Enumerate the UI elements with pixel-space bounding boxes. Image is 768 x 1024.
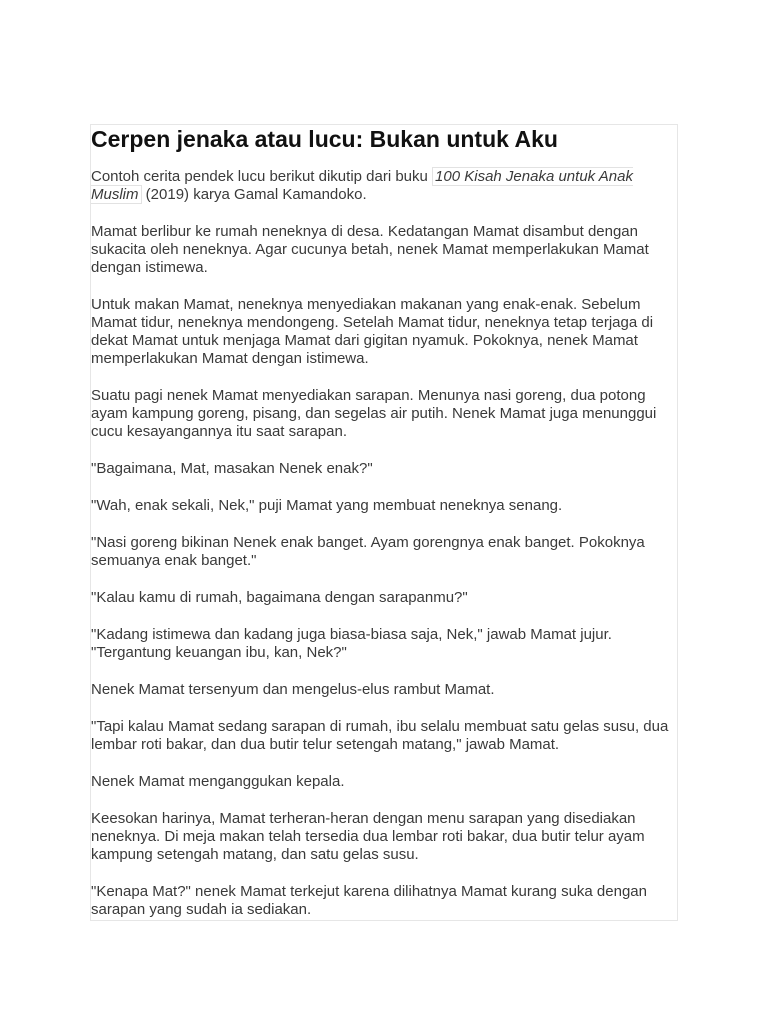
story-paragraph-1: Mamat berlibur ke rumah neneknya di desa. Kedatangan Mamat disambut dengan sukacita oleh neneknya. Agar cucunya betah, nenek Mamat memperlakukan Mamat dengan istimewa. [91, 223, 649, 276]
story-paragraph-11: Nenek Mamat menganggukan kepala. [91, 773, 345, 790]
intro-paragraph [91, 168, 677, 204]
article-container [90, 124, 678, 921]
story-paragraph-8: "Kadang istimewa dan kadang juga biasa-biasa saja, Nek," jawab Mamat jujur. "Tergantung keuangan ibu, kan, Nek?" [91, 626, 612, 661]
article-body [91, 168, 677, 921]
story-paragraph-13: "Kenapa Mat?" nenek Mamat terkejut karena dilihatnya Mamat kurang suka dengan sarapan yang sudah ia sediakan. [91, 883, 647, 918]
story-paragraph-12: Keesokan harinya, Mamat terheran-heran dengan menu sarapan yang disediakan neneknya. Di meja makan telah tersedia dua lembar roti bakar, dua butir telur ayam kampung setengah matang, dan satu gelas susu. [91, 810, 645, 863]
story-paragraph-3: Suatu pagi nenek Mamat menyediakan sarapan. Menunya nasi goreng, dua potong ayam kampung goreng, pisang, dan segelas air putih. Nenek Mamat juga menunggui cucu kesayangannya itu saat sarapan. [91, 387, 657, 440]
story-paragraph-7: "Kalau kamu di rumah, bagaimana dengan sarapanmu?" [91, 589, 468, 606]
story-paragraph-4: "Bagaimana, Mat, masakan Nenek enak?" [91, 460, 373, 477]
intro-text-after: (2019) karya Gamal Kamandoko. [141, 186, 367, 203]
article-title: Cerpen jenaka atau lucu: Bukan untuk Aku [91, 126, 558, 152]
intro-text-before: Contoh cerita pendek lucu berikut dikutip dari buku [91, 168, 433, 185]
story-paragraph-2: Untuk makan Mamat, neneknya menyediakan makanan yang enak-enak. Sebelum Mamat tidur, neneknya mendongeng. Setelah Mamat tidur, neneknya tetap terjaga di dekat Mamat untuk menjaga Mamat dari gigitan nyamuk. Pokoknya, nenek Mamat memperlakukan Mamat dengan istimewa. [91, 296, 654, 367]
story-paragraph-9: Nenek Mamat tersenyum dan mengelus-elus rambut Mamat. [91, 681, 495, 698]
story-paragraph-5: "Wah, enak sekali, Nek," puji Mamat yang membuat neneknya senang. [91, 497, 563, 514]
story-paragraph-10: "Tapi kalau Mamat sedang sarapan di rumah, ibu selalu membuat satu gelas susu, dua lembar roti bakar, dan dua butir telur setengah matang," jawab Mamat. [91, 718, 669, 753]
book-title-link[interactable]: 100 Kisah Jenaka untuk Anak Muslim [91, 168, 633, 203]
story-paragraph-6: "Nasi goreng bikinan Nenek enak banget. Ayam gorengnya enak banget. Pokoknya semuanya enak banget." [91, 534, 645, 569]
